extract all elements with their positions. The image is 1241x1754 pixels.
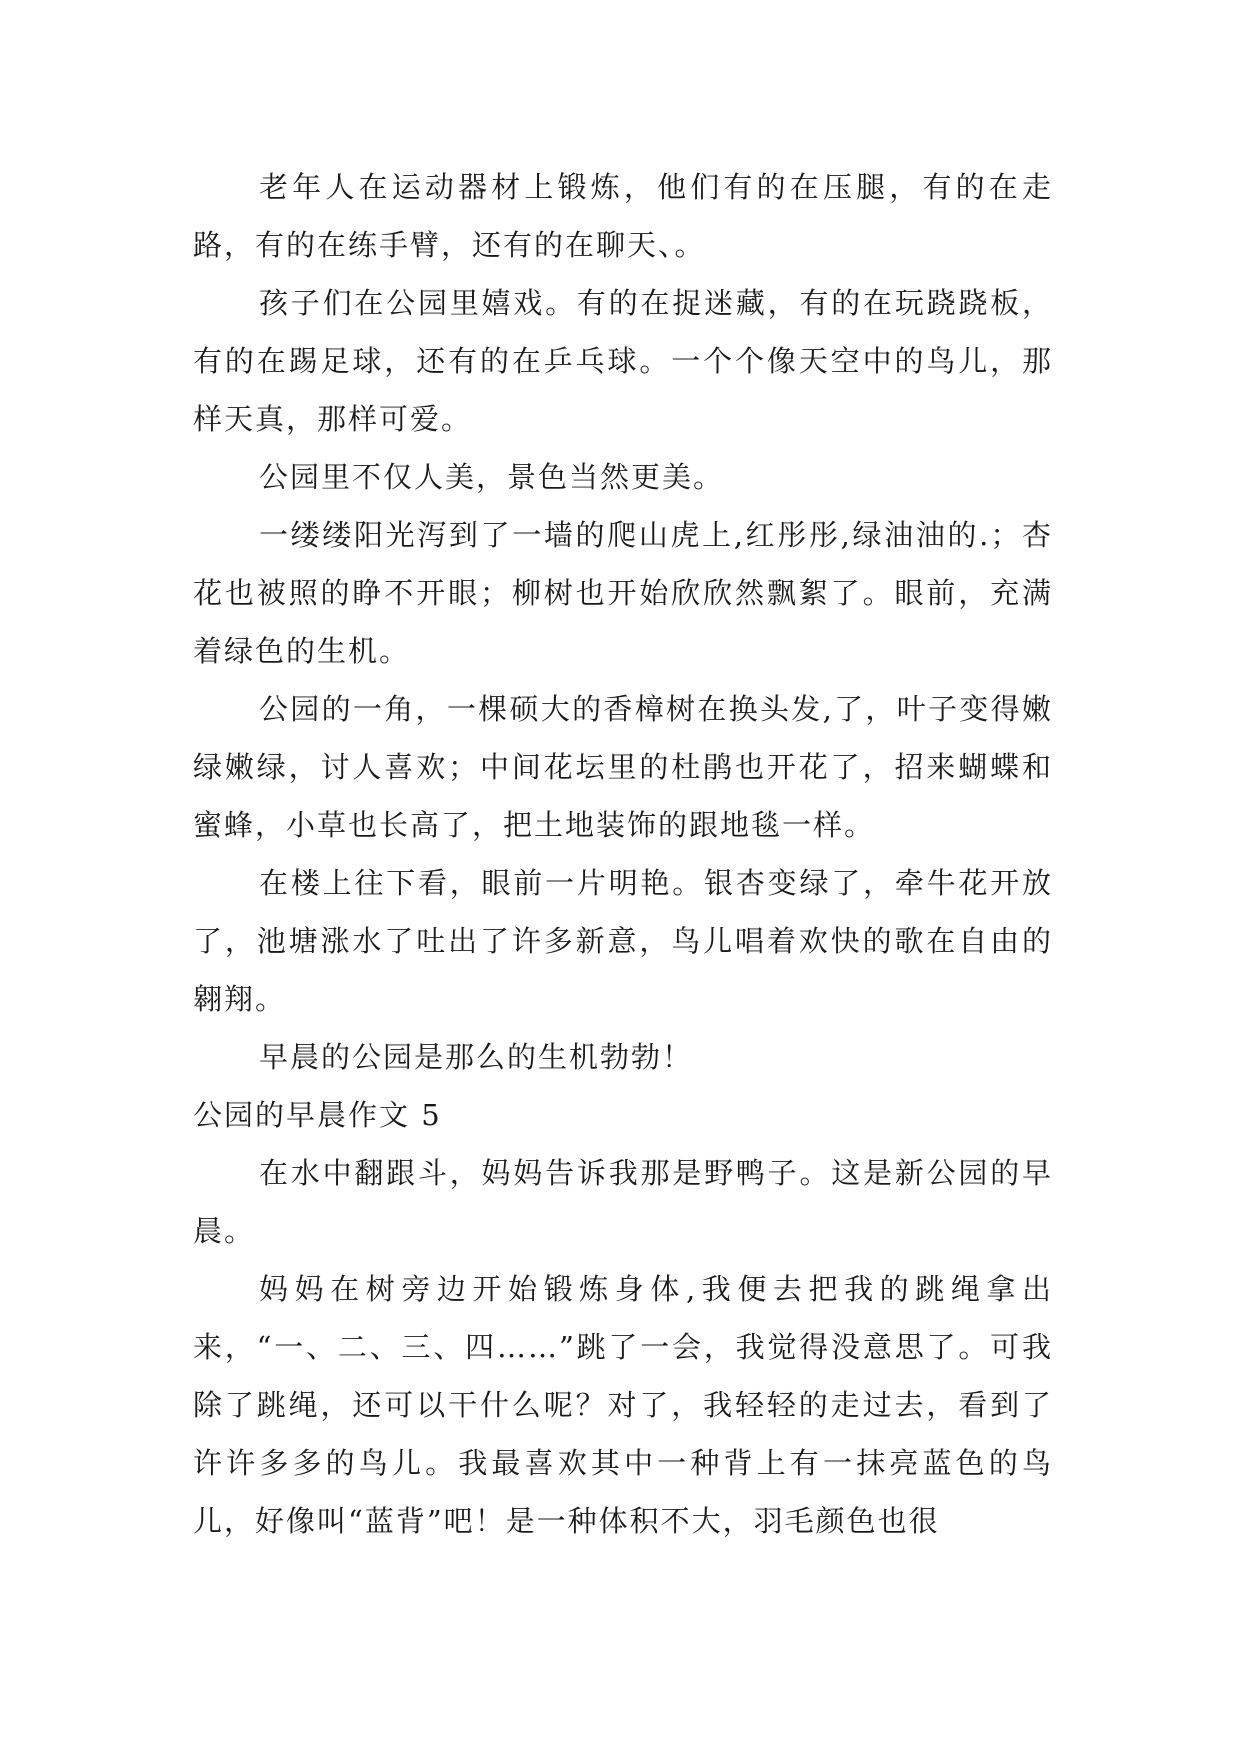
paragraph: 妈妈在树旁边开始锻炼身体,我便去把我的跳绳拿出来，“一、二、三、四……”跳了一会，我觉得没意思了。可我除了跳绳，还可以干什么呢？对了，我轻轻的走过去，看到了许许多多的鸟儿。我最喜欢其中一种背上有一抹亮蓝色的鸟儿，好像叫“蓝背”吧！是一种体积不大，羽毛颜色也很 <box>193 1272 1053 1538</box>
document-body <box>193 158 1053 1550</box>
paragraph: 早晨的公园是那么的生机勃勃！ <box>259 1040 694 1074</box>
paragraph: 孩子们在公园里嬉戏。有的在捉迷藏，有的在玩跷跷板，有的在踢足球，还有的在乒乓球。一个个像天空中的鸟儿，那样天真，那样可爱。 <box>193 286 1053 436</box>
paragraph: 老年人在运动器材上锻炼，他们有的在压腿，有的在走路，有的在练手臂，还有的在聊天、。 <box>193 170 1053 262</box>
section-title: 公园的早晨作文 5 <box>193 1098 442 1132</box>
paragraph: 在楼上往下看，眼前一片明艳。银杏变绿了，牵牛花开放了，池塘涨水了吐出了许多新意，鸟儿唱着欢快的歌在自由的翱翔。 <box>193 866 1053 1016</box>
paragraph: 一缕缕阳光泻到了一墙的爬山虎上,红彤彤,绿油油的.；杏花也被照的睁不开眼；柳树也开始欣欣然飘絮了。眼前，充满着绿色的生机。 <box>193 518 1053 668</box>
paragraph: 在水中翻跟斗，妈妈告诉我那是野鸭子。这是新公园的早晨。 <box>193 1156 1053 1248</box>
paragraph: 公园的一角，一棵硕大的香樟树在换头发,了，叶子变得嫩绿嫩绿，讨人喜欢；中间花坛里的杜鹃也开花了，招来蝴蝶和蜜蜂，小草也长高了，把土地装饰的跟地毯一样。 <box>193 692 1053 842</box>
paragraph: 公园里不仅人美，景色当然更美。 <box>259 460 725 494</box>
